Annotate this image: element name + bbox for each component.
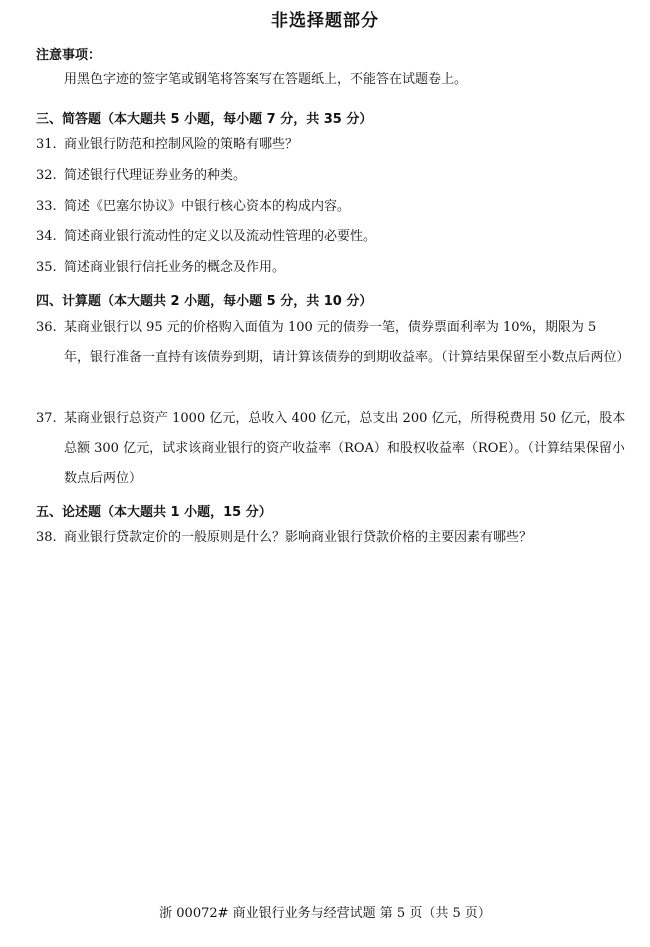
question-number: 33. [36, 199, 57, 214]
question-number: 34. [36, 229, 57, 244]
question-36 [36, 313, 630, 373]
question-37 [36, 404, 626, 494]
question-number: 32. [36, 168, 57, 183]
question-text: 某商业银行以 95 元的价格购入面值为 100 元的债券一笔，债券票面利率为 10%，期限为 5 年，银行准备一直持有该债券到期，请计算该债券的到期收益率。（计算结果保留至小数点后两位） [64, 320, 630, 365]
question-38 [36, 523, 626, 553]
page-footer: 浙 00072# 商业银行业务与经营试题 第 5 页（共 5 页） [159, 906, 491, 921]
question-35 [36, 253, 626, 283]
section-heading-calculation: 四、计算题（本大题共 2 小题，每小题 5 分，共 10 分） [36, 294, 373, 309]
question-text: 商业银行贷款定价的一般原则是什么？影响商业银行贷款价格的主要因素有哪些？ [64, 530, 533, 545]
question-32 [36, 161, 626, 191]
notice-body: 用黑色字迹的签字笔或钢笔将答案写在答题纸上，不能答在试题卷上。 [64, 72, 468, 87]
page-title: 非选择题部分 [271, 11, 379, 31]
question-text: 简述《巴塞尔协议》中银行核心资本的构成内容。 [64, 199, 351, 214]
question-text: 简述商业银行流动性的定义以及流动性管理的必要性。 [64, 229, 377, 244]
question-text: 某商业银行总资产 1000 亿元，总收入 400 亿元，总支出 200 亿元，所得税费用 50 亿元，股本总额 300 亿元，试求该商业银行的资产收益率（ROA）和股权收益率（ROE）。（计算结果保留小数点后两位） [64, 411, 626, 486]
question-text: 商业银行防范和控制风险的策略有哪些？ [64, 137, 299, 152]
question-number: 31. [36, 137, 57, 152]
notice-heading: 注意事项： [36, 48, 102, 63]
question-34 [36, 222, 626, 252]
section-heading-short-answer: 三、简答题（本大题共 5 小题，每小题 7 分，共 35 分） [36, 112, 373, 127]
question-text: 简述商业银行信托业务的概念及作用。 [64, 260, 286, 275]
question-number: 35. [36, 260, 57, 275]
question-33 [36, 192, 626, 222]
question-number: 36. [36, 320, 57, 335]
question-text: 简述银行代理证券业务的种类。 [64, 168, 247, 183]
question-number: 37. [36, 411, 57, 426]
question-31 [36, 130, 626, 160]
question-number: 38. [36, 530, 57, 545]
section-heading-essay: 五、论述题（本大题共 1 小题，15 分） [36, 505, 272, 520]
